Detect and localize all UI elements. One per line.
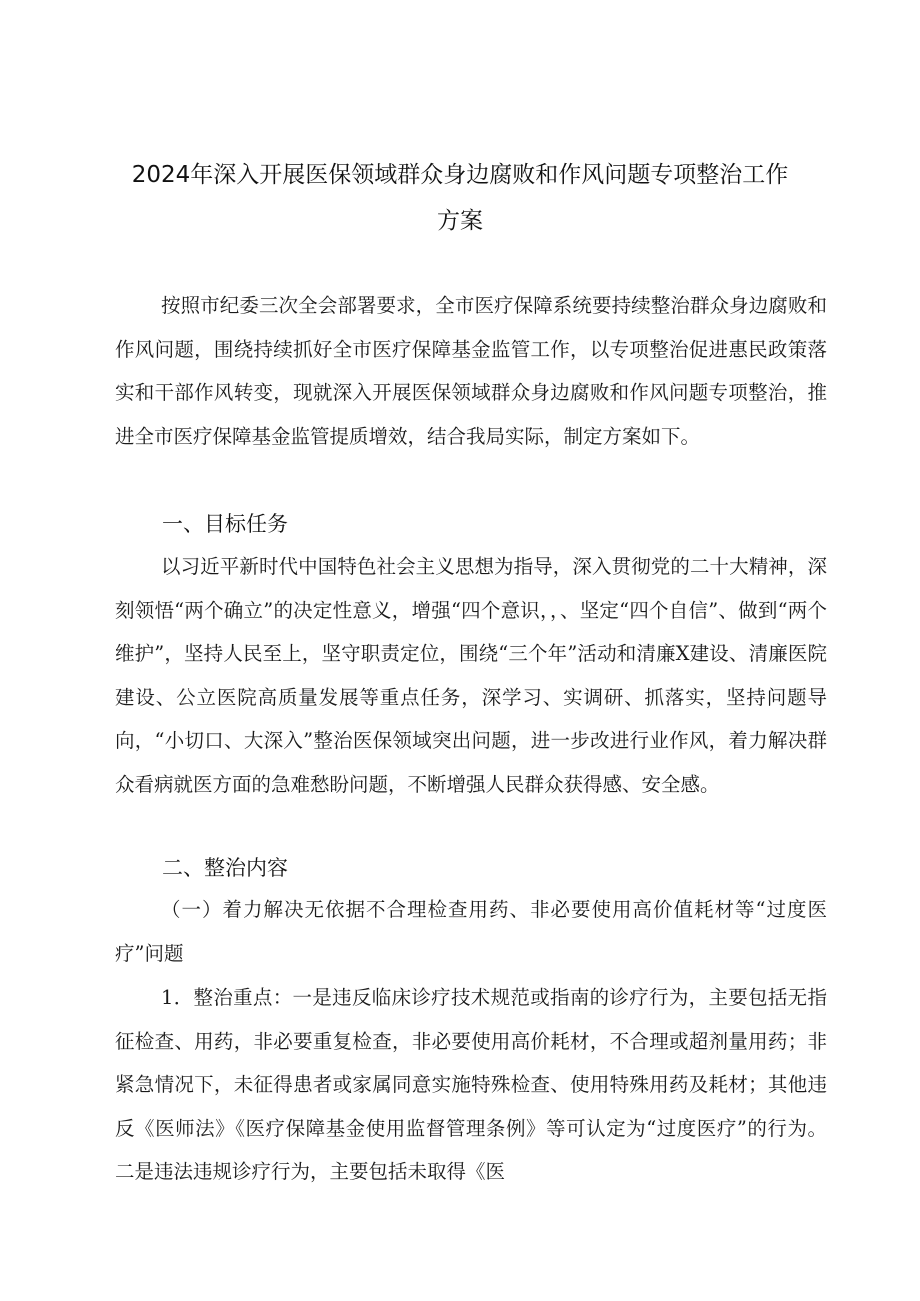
section2-point1-paragraph: 1．整治重点：一是违反临床诊疗技术规范或指南的诊疗行为，主要包括无指征检查、用药，非必要重复检查，非必要使用高价耗材，不合理或超剂量用药；非紧急情况下，未征得患者或家属同意实施特殊检查、使用特殊用药及耗材；其他违反《医师法》《医疗保障基金使用监督管理条例》等可认定为“过度医疗”的行为。二是违法违规诊疗行为，主要包括未取得《医: [115, 986, 827, 1183]
section1-paragraph: 以习近平新时代中国特色社会主义思想为指导，深入贯彻党的二十大精神，深刻领悟“两个确立”的决定性意义，增强“四个意识，，、坚定“四个自信”、做到“两个维护”，坚持人民至上，坚守职责定位，围绕“三个年”活动和清廉X建设、清廉医院建设、公立医院高质量发展等重点任务，深学习、实调研、抓落实，坚持问题导向，“小切口、大深入”整治医保领域突出问题，进一步改进行业作风，着力解决群众看病就医方面的急难愁盼问题，不断增强人民群众获得感、安全感。: [115, 555, 827, 796]
section2-heading: 二、整治内容: [162, 856, 288, 880]
section2-subheading: （一）着力解决无依据不合理检查用药、非必要使用高价值耗材等“过度医疗”问题: [115, 898, 827, 965]
section1-heading: 一、目标任务: [162, 512, 288, 536]
document-title-line2: 方案: [437, 208, 483, 234]
document-title-line1: 2024年深入开展医保领域群众身边腐败和作风问题专项整治工作: [131, 162, 789, 188]
intro-paragraph: 按照市纪委三次全会部署要求，全市医疗保障系统要持续整治群众身边腐败和作风问题，围绕持续抓好全市医疗保障基金监管工作，以专项整治促进惠民政策落实和干部作风转变，现就深入开展医保领域群众身边腐败和作风问题专项整治，推进全市医疗保障基金监管提质增效，结合我局实际，制定方案如下。: [115, 294, 827, 448]
